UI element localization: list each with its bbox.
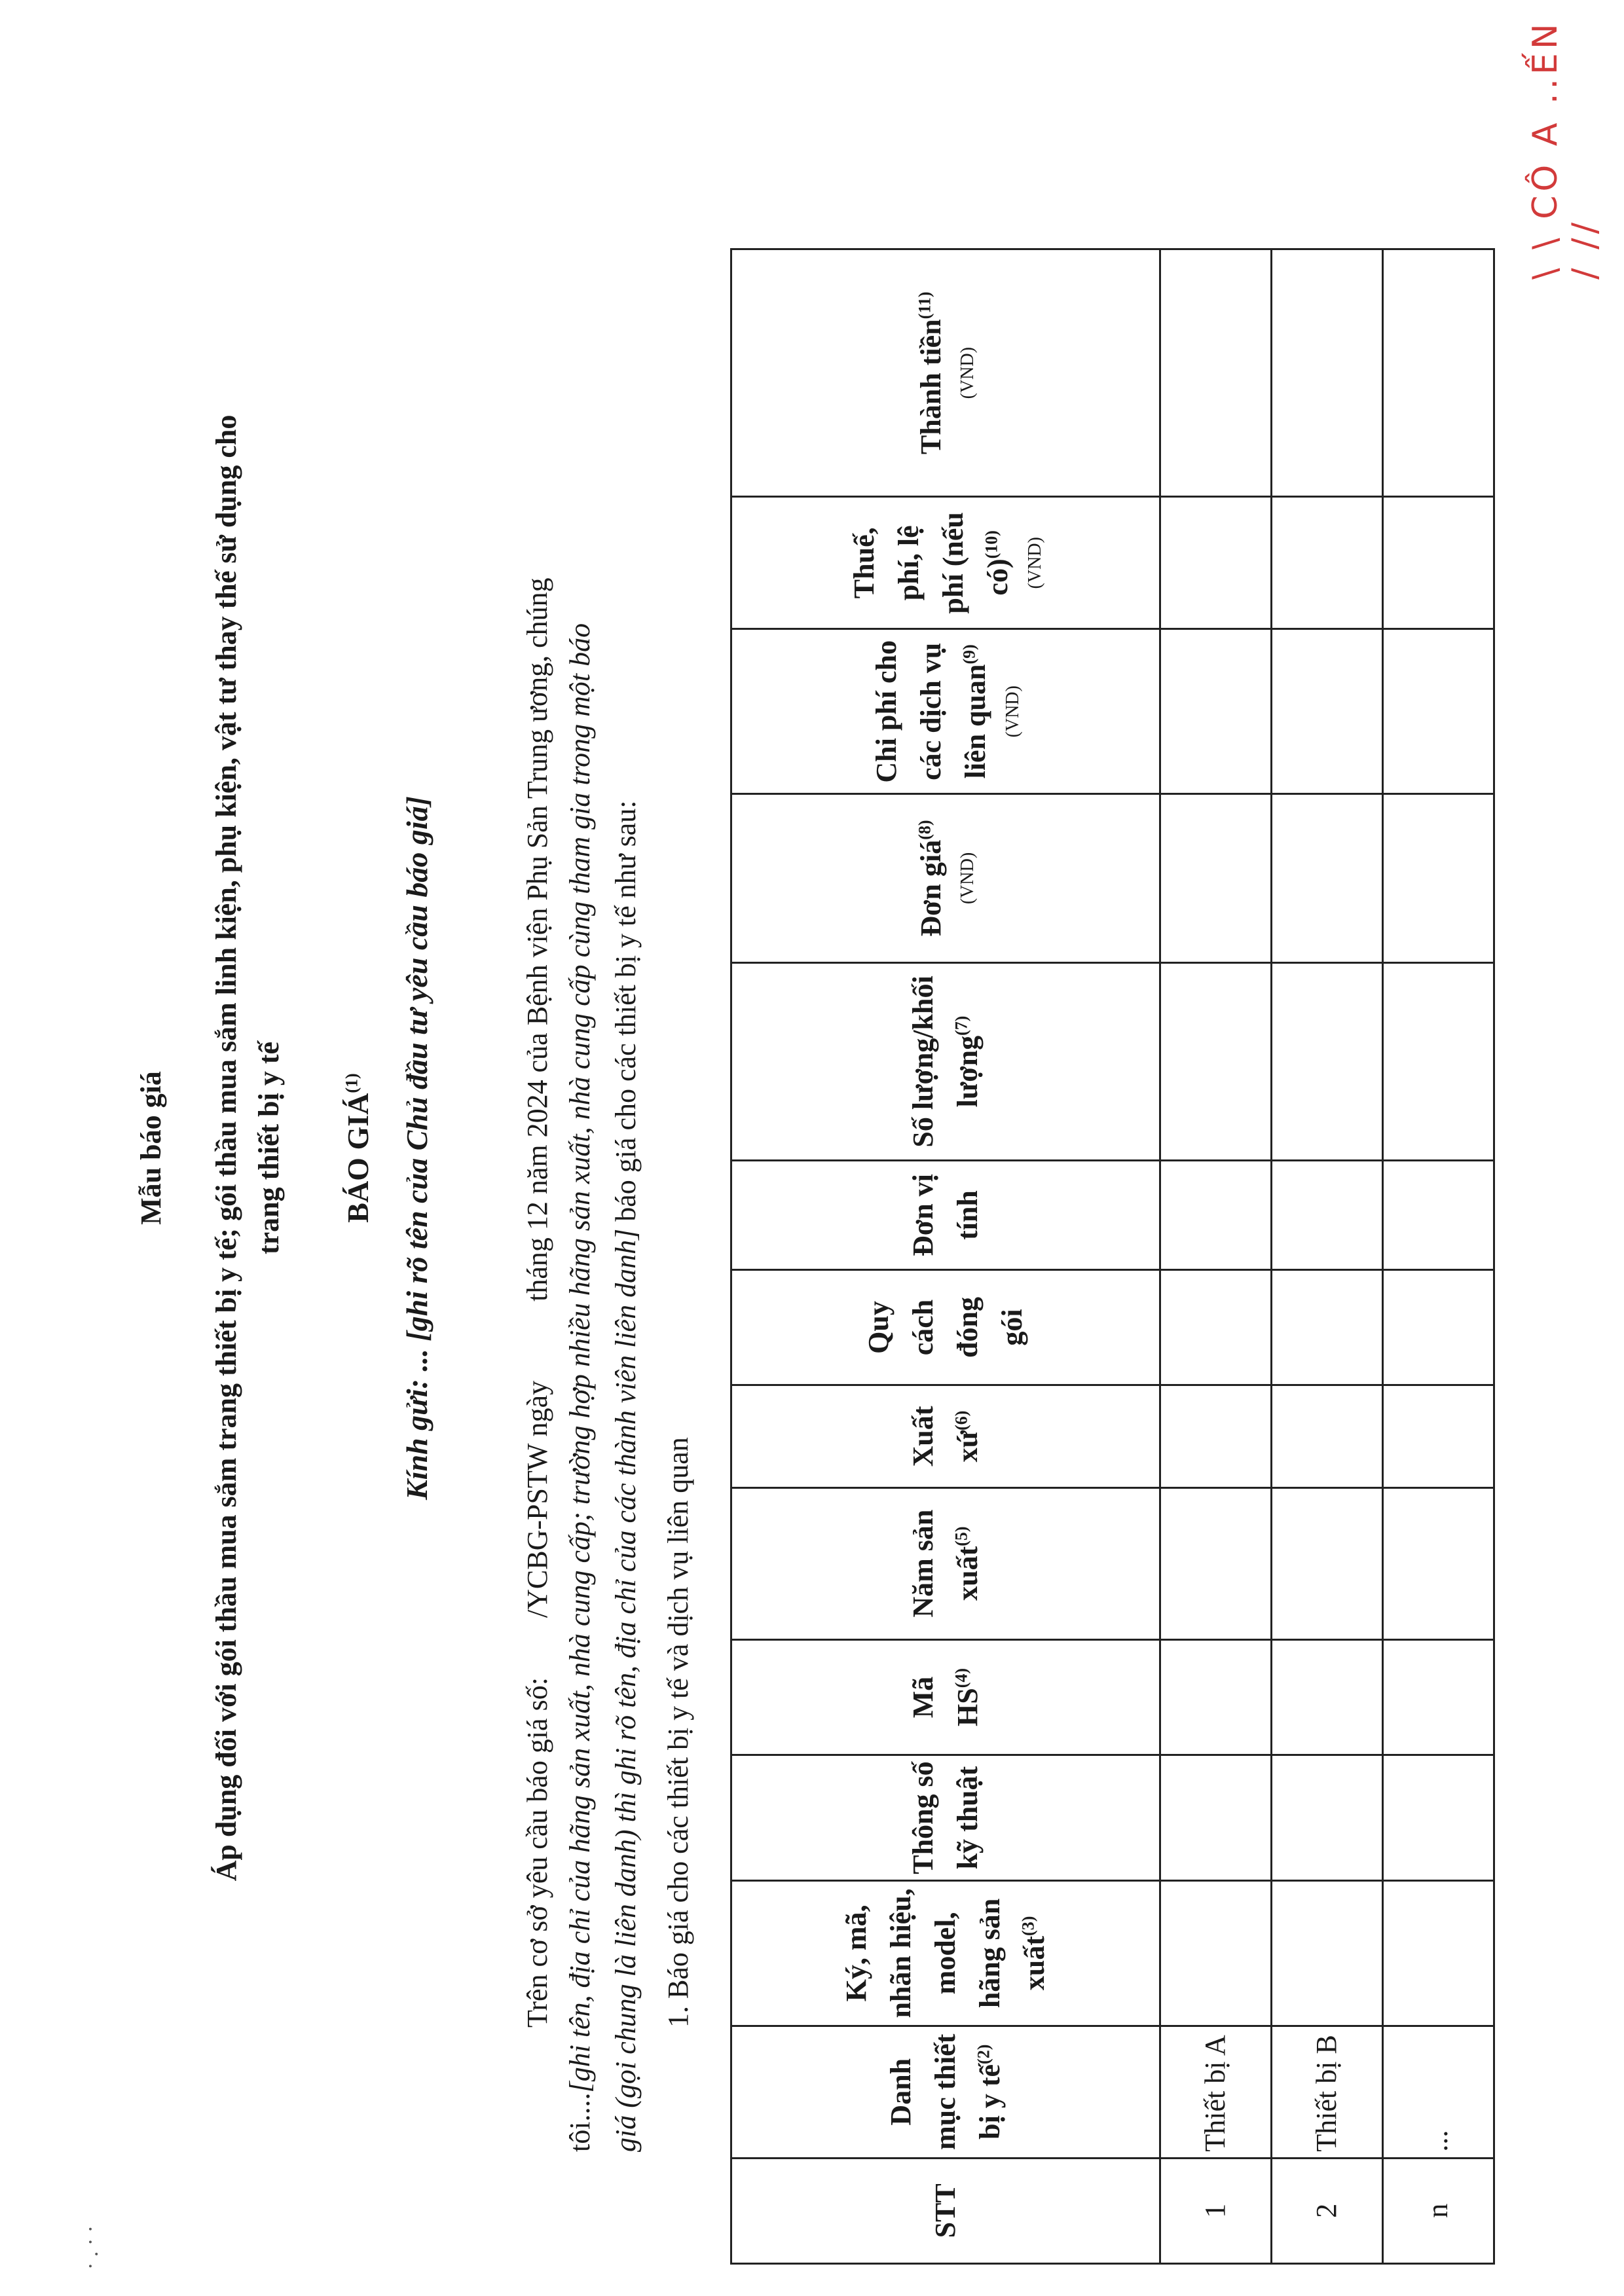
empty-cell bbox=[1383, 1269, 1494, 1385]
column-header-label: Năm sản xuất bbox=[906, 1509, 984, 1618]
row-number: 1 bbox=[1160, 2158, 1272, 2263]
empty-cell bbox=[1272, 1269, 1383, 1385]
intro-start: Trên cơ sở yêu cầu báo giá số: bbox=[521, 1677, 553, 2028]
empty-cell bbox=[1160, 1880, 1272, 2026]
column-header bbox=[731, 1639, 1160, 1755]
recipient-value: [ghi rõ tên của Chủ đầu tư yêu cầu báo giá] bbox=[400, 796, 434, 1341]
column-header bbox=[731, 2158, 1160, 2263]
column-header-label: Đơn giá bbox=[915, 839, 948, 937]
empty-cell bbox=[1160, 1755, 1272, 1881]
empty-cell bbox=[1272, 1880, 1383, 2026]
empty-cell bbox=[1160, 1161, 1272, 1269]
table-body bbox=[1160, 249, 1494, 2264]
column-header bbox=[731, 1755, 1160, 1881]
table-row bbox=[1383, 249, 1494, 2264]
footnote-marker: (7) bbox=[951, 1015, 971, 1036]
column-header bbox=[731, 794, 1160, 962]
form-title: Mẫu báo giá bbox=[135, 1071, 167, 1225]
empty-cell bbox=[1160, 629, 1272, 794]
footnote-marker: (10) bbox=[982, 530, 1001, 559]
scan-speckles: · . · · bbox=[79, 2225, 103, 2270]
footnote-marker: (2) bbox=[974, 2044, 993, 2064]
column-unit: (VND) bbox=[957, 347, 978, 399]
table-row bbox=[1272, 249, 1383, 2264]
empty-cell bbox=[1272, 1161, 1383, 1269]
table-row bbox=[1160, 249, 1272, 2264]
row-item-name: Thiết bị A bbox=[1160, 2026, 1272, 2158]
column-header bbox=[731, 249, 1160, 497]
empty-cell bbox=[1160, 1385, 1272, 1487]
footnote-marker: (3) bbox=[1018, 1916, 1038, 1936]
row-item-name: Thiết bị B bbox=[1272, 2026, 1383, 2158]
footnote-marker: (11) bbox=[915, 291, 934, 319]
column-header bbox=[731, 1269, 1160, 1385]
column-header bbox=[731, 962, 1160, 1161]
column-header-label: Thành tiền bbox=[915, 319, 948, 454]
empty-cell bbox=[1160, 1487, 1272, 1639]
heading-footnote: (1) bbox=[342, 1073, 361, 1093]
column-unit: (VND) bbox=[1002, 685, 1023, 738]
empty-cell bbox=[1272, 1487, 1383, 1639]
intro-end: tháng 12 năm 2024 của Bệnh viện Phụ Sản Trung ương, chúng bbox=[521, 577, 553, 1302]
intro-code: /YCBG-PSTW ngày bbox=[521, 1380, 553, 1618]
heading-text: BÁO GIÁ bbox=[341, 1093, 375, 1223]
empty-cell bbox=[1383, 962, 1494, 1161]
red-stamp-fragment: \ \ CÔ A ..ẾN / // bbox=[1526, 20, 1604, 280]
empty-cell bbox=[1272, 1639, 1383, 1755]
line2-start: tôi.... bbox=[564, 2092, 596, 2152]
line2-italic: [ghi tên, địa chỉ của hãng sản xuất, nhà cung cấp; trường hợp nhiều hãng sản xuất, nhà cung cấp cùng tham gia trong một báo bbox=[564, 623, 596, 2093]
footnote-marker: (5) bbox=[951, 1526, 971, 1546]
row-number: n bbox=[1383, 2158, 1494, 2263]
empty-cell bbox=[1272, 962, 1383, 1161]
empty-cell bbox=[1383, 1161, 1494, 1269]
empty-cell bbox=[1383, 1755, 1494, 1881]
column-header-label: STT bbox=[929, 2183, 961, 2238]
empty-cell bbox=[1383, 249, 1494, 497]
empty-cell bbox=[1383, 1385, 1494, 1487]
empty-cell bbox=[1383, 794, 1494, 962]
table-header-row bbox=[731, 249, 1160, 2264]
scope-line-2: trang thiết bị y tế bbox=[253, 1041, 285, 1255]
column-header bbox=[731, 497, 1160, 629]
intro-line-3 bbox=[609, 162, 642, 2152]
empty-cell bbox=[1160, 1269, 1272, 1385]
empty-cell bbox=[1272, 1385, 1383, 1487]
empty-cell bbox=[1160, 497, 1272, 629]
recipient-line bbox=[399, 0, 434, 2296]
empty-cell bbox=[1272, 249, 1383, 497]
column-header-label: Số lượng/khối lượng bbox=[906, 975, 984, 1148]
empty-cell bbox=[1160, 1639, 1272, 1755]
row-item-name: ... bbox=[1383, 2026, 1494, 2158]
intro-line bbox=[521, 325, 554, 2028]
footnote-marker: (4) bbox=[951, 1667, 971, 1688]
footnote-marker: (9) bbox=[959, 644, 979, 665]
empty-cell bbox=[1272, 497, 1383, 629]
empty-cell bbox=[1272, 794, 1383, 962]
footnote-marker: (8) bbox=[915, 820, 934, 840]
row-number: 2 bbox=[1272, 2158, 1383, 2263]
column-unit: (VND) bbox=[957, 852, 978, 905]
column-header bbox=[731, 1880, 1160, 2026]
empty-cell bbox=[1272, 1755, 1383, 1881]
column-header bbox=[731, 629, 1160, 794]
column-header bbox=[731, 1487, 1160, 1639]
empty-cell bbox=[1160, 249, 1272, 497]
section-1-title: 1. Báo giá cho các thiết bị y tế và dịch vụ liên quan bbox=[662, 1437, 694, 2028]
empty-cell bbox=[1160, 962, 1272, 1161]
empty-cell bbox=[1383, 1880, 1494, 2026]
quote-table bbox=[730, 248, 1495, 2265]
column-header-label: Quy cách đóng gói bbox=[862, 1297, 1029, 1358]
empty-cell bbox=[1383, 629, 1494, 794]
empty-cell bbox=[1272, 629, 1383, 794]
line3-italic: giá (gọi chung là liên danh) thì ghi rõ tên, địa chỉ của các thành viên liên danh] bbox=[610, 1228, 642, 2152]
empty-cell bbox=[1383, 1487, 1494, 1639]
footnote-marker: (6) bbox=[951, 1410, 971, 1430]
column-unit: (VND) bbox=[1024, 537, 1045, 589]
recipient-label: Kính gửi: ... bbox=[400, 1349, 434, 1500]
column-header bbox=[731, 1385, 1160, 1487]
empty-cell bbox=[1383, 1639, 1494, 1755]
line3-end: báo giá cho các thiết bị y tế như sau: bbox=[610, 800, 642, 1222]
column-header-label: Thuế, phí, lệ phí (nếu có) bbox=[847, 512, 1014, 614]
intro-line-2 bbox=[563, 162, 597, 2152]
column-header bbox=[731, 1161, 1160, 1269]
empty-cell bbox=[1383, 497, 1494, 629]
empty-cell bbox=[1160, 794, 1272, 962]
column-header bbox=[731, 2026, 1160, 2158]
column-header-label: Xuất xứ bbox=[906, 1406, 984, 1467]
column-header-label: Mã HS bbox=[906, 1676, 984, 1726]
column-header-label: Danh mục thiết bị y tế bbox=[884, 2033, 1006, 2150]
column-header-label: Ký, mã, nhãn hiệu, model, hãng sản xuất bbox=[840, 1888, 1051, 2018]
column-header-label: Thông số kỹ thuật bbox=[906, 1761, 984, 1874]
column-header-label: Chi phí cho các dịch vụ liên quan bbox=[870, 640, 992, 783]
scope-line-1: Áp dụng đối với gói thầu mua sắm trang thiết bị y tế; gói thầu mua sắm linh kiện, phụ kiện, vật tư thay thế sử dụng cho bbox=[210, 414, 242, 1882]
column-header-label: Đơn vị tính bbox=[906, 1174, 984, 1256]
heading bbox=[341, 0, 375, 2296]
